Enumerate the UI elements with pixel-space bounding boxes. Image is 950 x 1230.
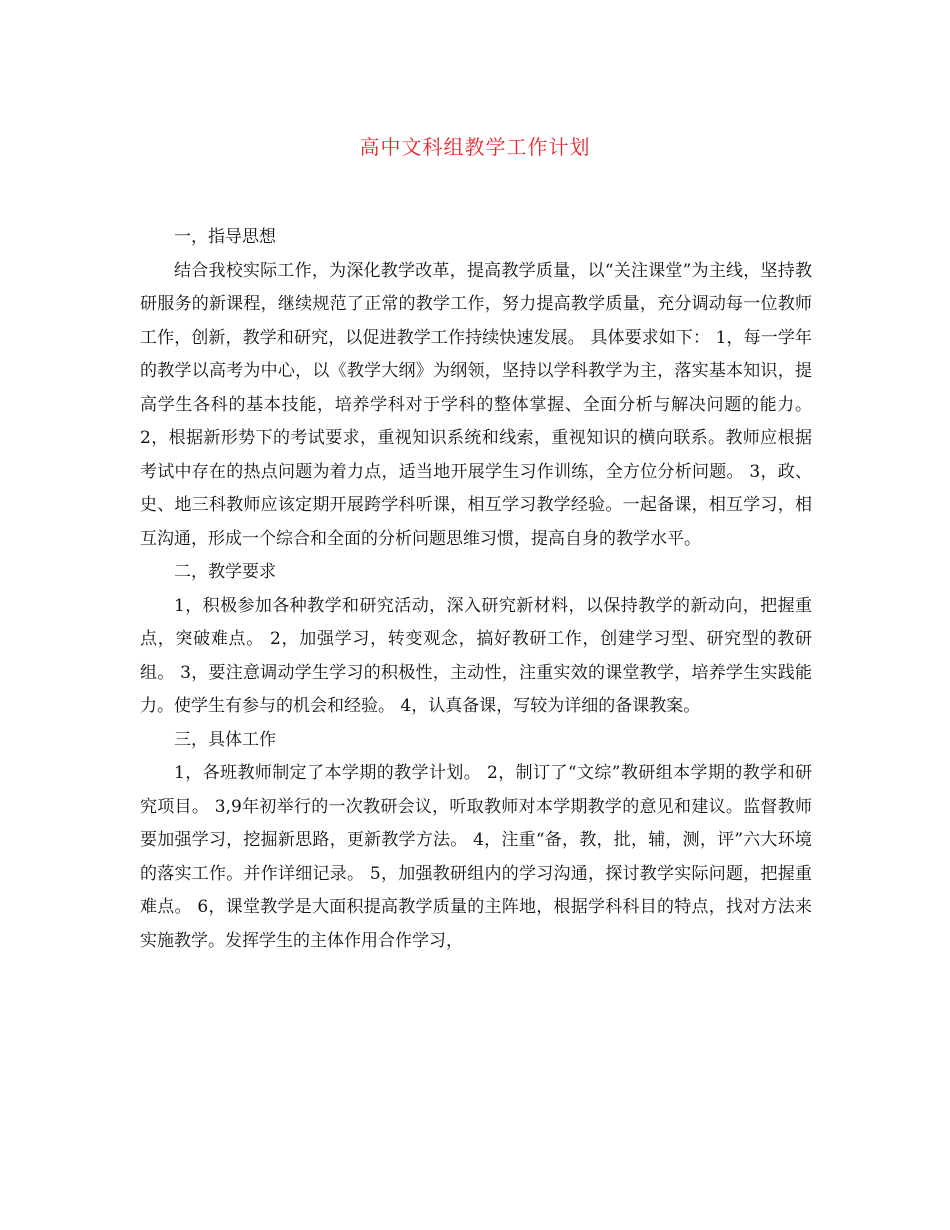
document-body [140, 221, 812, 958]
section-paragraph-specific-work: 1，各班教师制定了本学期的教学计划。 2，制订了“文综”教研组本学期的教学和研究项目。 3,9年初举行的一次教研会议，听取教师对本学期教学的意见和建议。监督教师要加强学习，挖掘新思路，更新教学方法。 4，注重“备，教，批，辅，测，评”六大环境的落实工作。并作详细记录。 5，加强教研组内的学习沟通，探讨教学实际问题，把握重难点。 6，课堂教学是大面积提高教学质量的主阵地，根据学科科目的特点，找对方法来实施教学。发挥学生的主体作用合作学习， [140, 763, 812, 951]
section-paragraph-teaching-requirements: 1，积极参加各种教学和研究活动，深入研究新材料，以保持教学的新动向，把握重点，突破难点。 2，加强学习，转变观念，搞好教研工作，创建学习型、研究型的教研组。 3，要注意调动学生学习的积极性，主动性，注重实效的课堂教学，培养学生实践能力。使学生有参与的机会和经验。 4，认真备课，写较为详细的备课教案。 [140, 595, 812, 716]
section-heading-specific-work: 三，具体工作 [174, 729, 276, 750]
section-paragraph-guiding-ideology: 结合我校实际工作，为深化教学改革，提高教学质量，以“关注课堂”为主线，坚持教研服务的新课程，继续规范了正常的教学工作，努力提高教学质量，充分调动每一位教师工作，创新，教学和研究，以促进教学工作持续快速发展。 具体要求如下： 1，每一学年的教学以高考为中心，以《教学大纲》为纲领，坚持以学科教学为主，落实基本知识，提高学生各科的基本技能，培养学科对于学科的整体掌握、全面分析与解决问题的能力。 2，根据新形势下的考试要求，重视知识系统和线索，重视知识的横向联系。教师应根据考试中存在的热点问题为着力点，适当地开展学生习作训练，全方位分析问题。 3，政、史、地三科教师应该定期开展跨学科听课，相互学习教学经验。一起备课，相互学习，相互沟通，形成一个综合和全面的分析问题思维习惯，提高自身的教学水平。 [140, 260, 812, 549]
section-heading-guiding-ideology: 一，指导思想 [174, 227, 276, 247]
document-title: 高中文科组教学工作计划 [359, 135, 591, 159]
section-heading-teaching-requirements: 二，教学要求 [174, 562, 276, 582]
